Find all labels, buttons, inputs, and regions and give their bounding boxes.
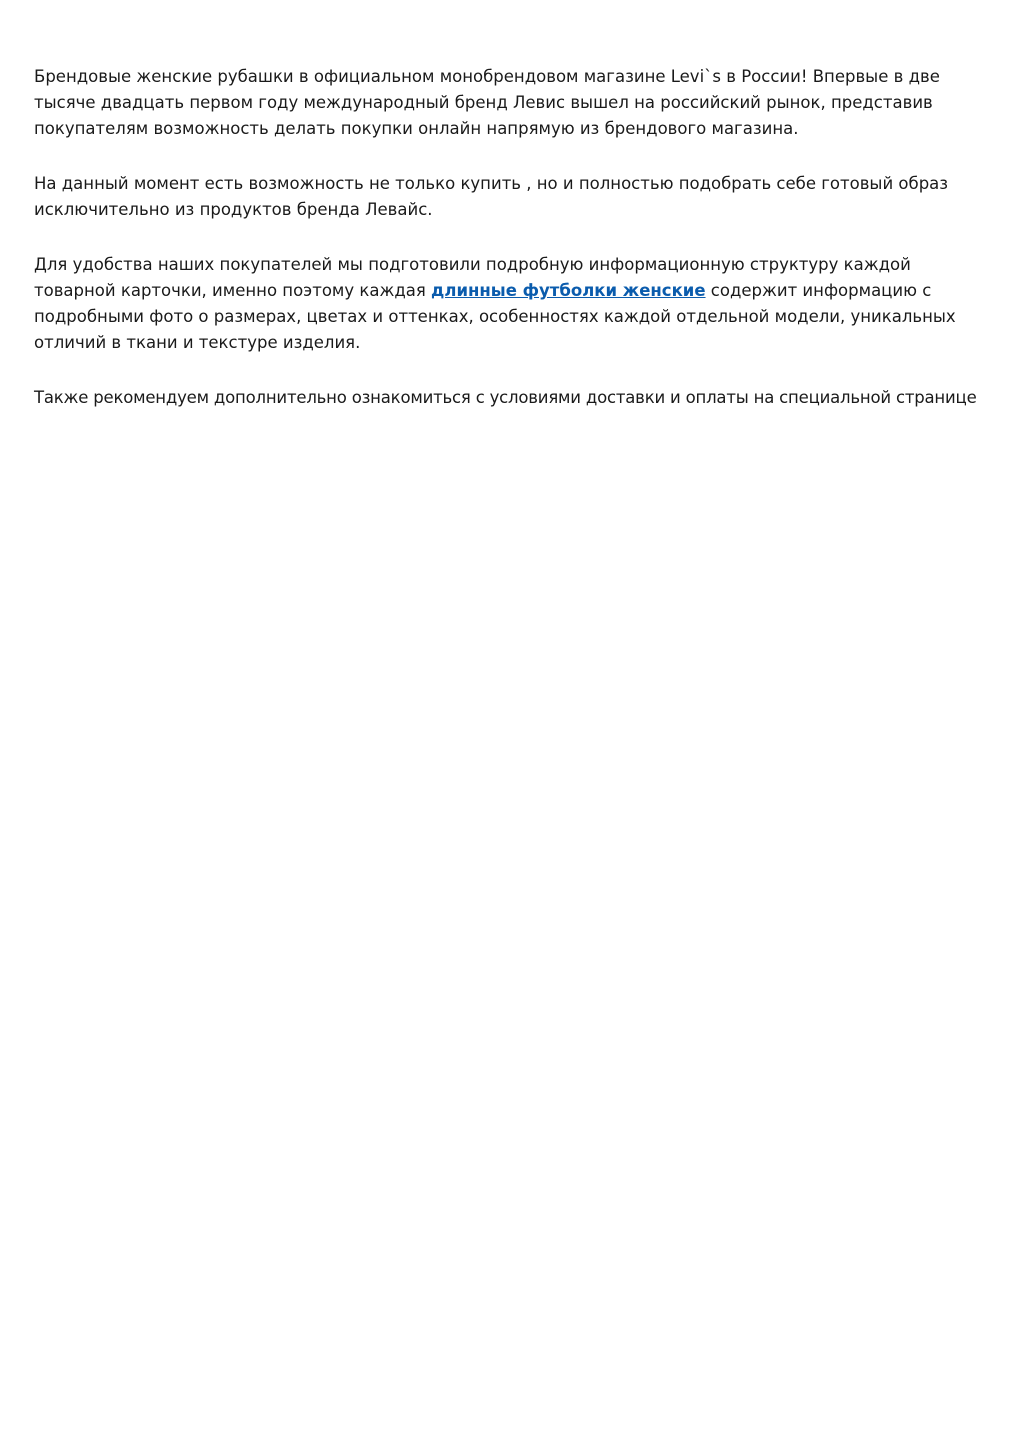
paragraph-delivery: Также рекомендуем дополнительно ознакомиться с условиями доставки и оплаты на специальной странице xyxy=(34,388,977,407)
paragraph-intro: Брендовые женские рубашки в официальном монобрендовом магазине Levi`s в России! Впервые в две тысяче двадцать первом году международный бренд Левис вышел на российский рынок, представив покупателям возможность делать покупки онлайн напрямую из брендового магазина. xyxy=(34,67,940,138)
paragraph-product-cards-text-before: Для удобства наших покупателей мы подготовили подробную информационную структуру каждой товарной карточки, именно поэтому каждая xyxy=(34,255,911,300)
long-tshirts-link[interactable]: длинные футболки женские xyxy=(431,281,706,300)
paragraph-styling: На данный момент есть возможность не только купить , но и полностью подобрать себе готовый образ исключительно из продуктов бренда Левайс. xyxy=(34,174,949,219)
document-page xyxy=(34,64,994,440)
paragraph-product-cards-text-after: содержит информацию с подробными фото о размерах, цветах и оттенках, особенностях каждой отдельной модели, уникальных отличий в ткани и текстуре изделия. xyxy=(34,281,956,352)
paragraph-product-cards xyxy=(34,252,994,356)
